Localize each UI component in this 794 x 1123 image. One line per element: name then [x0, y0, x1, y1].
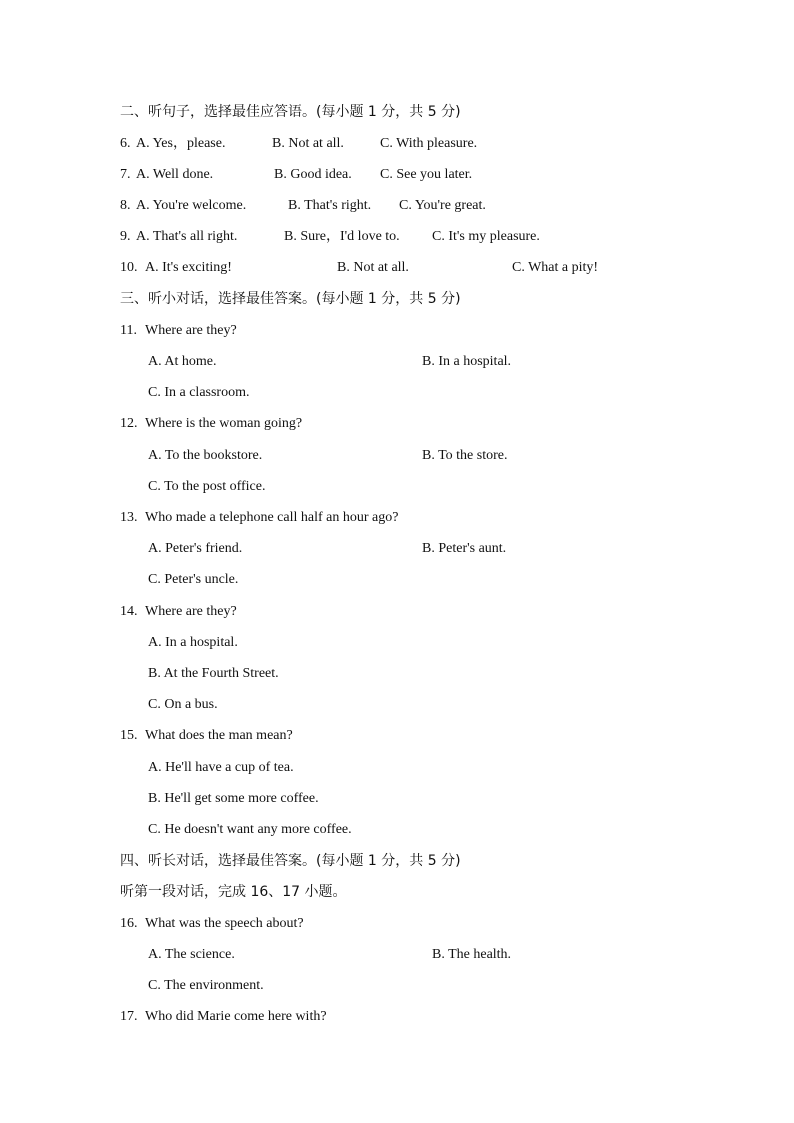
option-a: A. It's exciting!: [145, 260, 232, 275]
option-a: A. You're welcome.: [136, 198, 247, 213]
option-a: A. That's all right.: [136, 229, 238, 244]
question-stem: What was the speech about?: [145, 916, 304, 931]
option-a: A. In a hospital.: [148, 635, 238, 650]
option-a: A. To the bookstore.: [148, 448, 263, 463]
question-number: 14.: [120, 604, 138, 619]
question-stem: Where are they?: [145, 323, 237, 338]
option-c: C. To the post office.: [148, 479, 266, 494]
question-number: 9.: [120, 229, 131, 244]
option-b: B. At the Fourth Street.: [148, 666, 279, 681]
question-number: 10.: [120, 260, 138, 275]
question-number: 8.: [120, 198, 131, 213]
question-stem: Who did Marie come here with?: [145, 1009, 327, 1024]
option-c: C. See you later.: [380, 167, 473, 182]
question-number: 16.: [120, 916, 138, 931]
question-stem: What does the man mean?: [145, 728, 293, 743]
question-number: 7.: [120, 167, 131, 182]
option-a: A. Yes，please.: [136, 136, 226, 151]
section-3-heading: 三、听小对话，选择最佳答案。(每小题 1 分，共 5 分): [120, 291, 461, 307]
option-b: B. That's right.: [288, 198, 372, 213]
question-number: 6.: [120, 136, 131, 151]
option-c: C. With pleasure.: [380, 136, 478, 151]
option-a: A. Well done.: [136, 167, 214, 182]
question-number: 17.: [120, 1009, 138, 1024]
option-c: C. What a pity!: [512, 260, 599, 275]
option-b: B. To the store.: [422, 448, 508, 463]
question-stem: Where are they?: [145, 604, 237, 619]
section-4-heading: 四、听长对话，选择最佳答案。(每小题 1 分，共 5 分): [120, 853, 461, 869]
question-number: 13.: [120, 510, 138, 525]
option-c: C. He doesn't want any more coffee.: [148, 822, 352, 837]
option-c: C. On a bus.: [148, 697, 218, 712]
section-4-subheading: 听第一段对话，完成 16、17 小题。: [120, 884, 347, 900]
option-b: B. Good idea.: [274, 167, 352, 182]
option-a: A. Peter's friend.: [148, 541, 243, 556]
question-number: 12.: [120, 416, 138, 431]
option-c: C. You're great.: [399, 198, 486, 213]
option-b: B. Sure，I'd love to.: [284, 229, 400, 244]
option-c: C. In a classroom.: [148, 385, 250, 400]
option-c: C. It's my pleasure.: [432, 229, 540, 244]
option-b: B. In a hospital.: [422, 354, 512, 369]
option-b: B. He'll get some more coffee.: [148, 791, 319, 806]
option-b: B. Peter's aunt.: [422, 541, 507, 556]
option-c: C. The environment.: [148, 978, 264, 993]
question-number: 11.: [120, 323, 137, 338]
option-b: B. Not at all.: [337, 260, 409, 275]
question-number: 15.: [120, 728, 138, 743]
section-2-heading: 二、听句子，选择最佳应答语。(每小题 1 分，共 5 分): [120, 104, 461, 120]
option-b: B. Not at all.: [272, 136, 344, 151]
option-a: A. At home.: [148, 354, 217, 369]
question-stem: Who made a telephone call half an hour ago?: [145, 510, 399, 525]
question-stem: Where is the woman going?: [145, 416, 303, 431]
option-b: B. The health.: [432, 947, 512, 962]
option-a: A. The science.: [148, 947, 235, 962]
option-c: C. Peter's uncle.: [148, 572, 239, 587]
option-a: A. He'll have a cup of tea.: [148, 760, 294, 775]
